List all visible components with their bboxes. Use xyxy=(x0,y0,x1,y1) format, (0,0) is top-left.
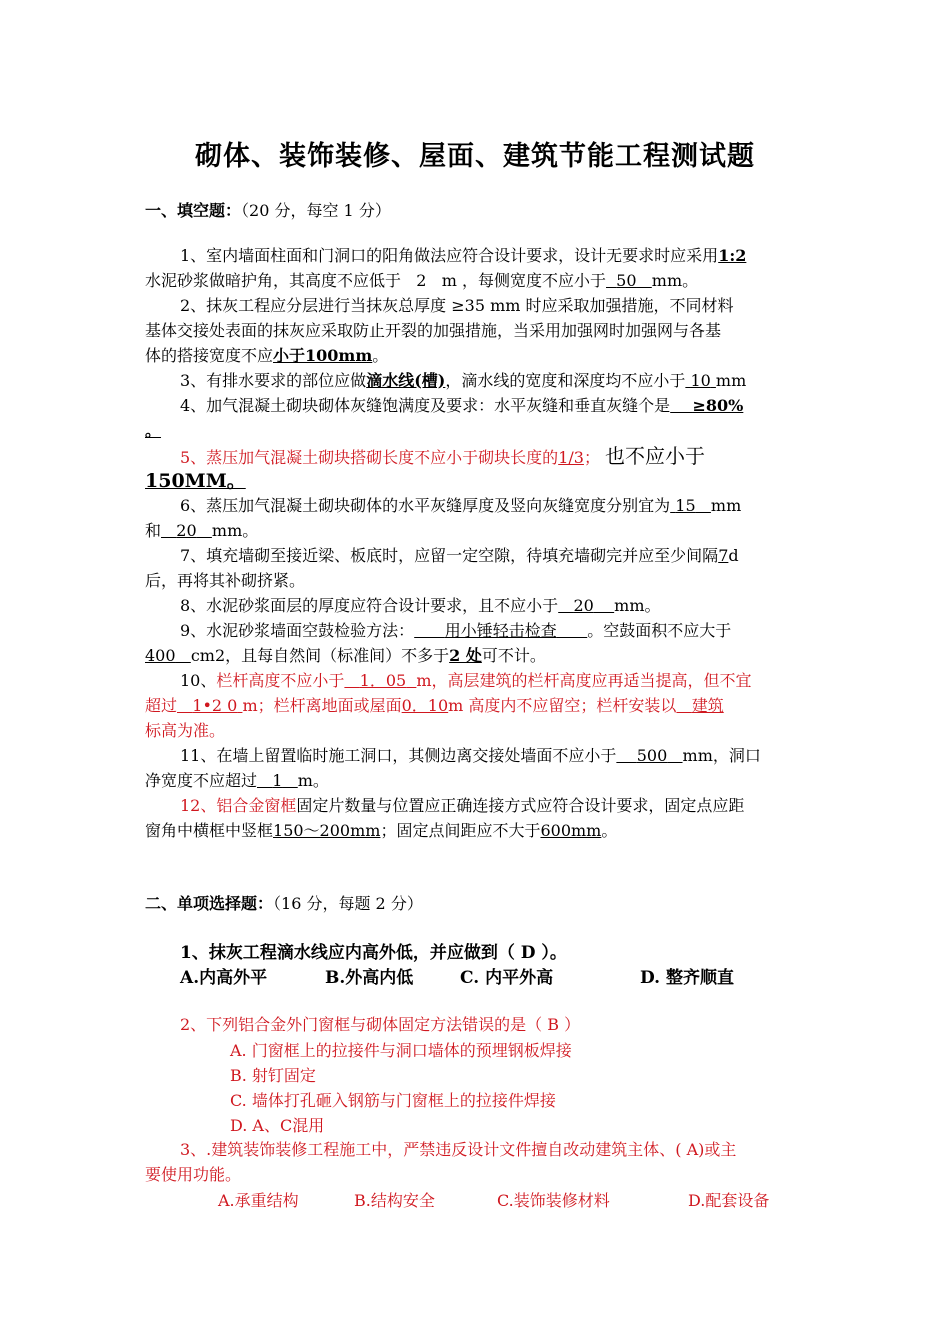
q10-line2 xyxy=(145,694,724,718)
text: m。 xyxy=(297,771,329,790)
section2-title: 二、单项选择题： xyxy=(145,894,274,913)
text: 12、铝合金窗框 xyxy=(180,796,297,815)
q10-line3: 标高为准。 xyxy=(145,721,226,740)
text: 。空鼓面积不应大于 xyxy=(587,621,732,640)
q12-line1 xyxy=(180,794,744,818)
q6-line2 xyxy=(145,519,258,543)
text: 和 xyxy=(145,521,162,540)
text: 3、有排水要求的部位应做 xyxy=(180,371,367,390)
text: mm。 xyxy=(211,521,259,540)
answer: 500 xyxy=(636,746,668,765)
q4-line1 xyxy=(180,394,743,418)
text: ，滴水线的宽度和深度均不应小于 xyxy=(445,371,686,390)
answer: 用小锤轻击检查 xyxy=(444,621,557,640)
answer: 2 xyxy=(416,271,427,290)
answer: 1 xyxy=(272,771,283,790)
text: 固定片数量与位置应正确连接方式应符合设计要求，固定点应距 xyxy=(296,796,745,815)
text: m 高度内不应留空；栏杆安装以 xyxy=(448,696,677,715)
answer: 1/3 xyxy=(558,448,584,467)
q1-line2 xyxy=(145,269,698,293)
answer: 2 处 xyxy=(449,646,482,665)
text: 。 xyxy=(372,346,389,365)
answer: 1:2 xyxy=(718,246,747,265)
text: m；栏杆离地面或屋面 xyxy=(242,696,402,715)
text: m ，每侧宽度不应小于 xyxy=(441,271,606,290)
text: m，高层建筑的栏杆高度应再适当提高，但不宜 xyxy=(416,671,752,690)
answer: 7 xyxy=(718,546,729,565)
text: 窗角中横框中竖框 xyxy=(145,821,274,840)
q4-line2: 。 xyxy=(145,421,162,440)
mc-q3-option-a: A.承重结构 xyxy=(218,1191,299,1210)
mc-q2-option-a: A. 门窗框上的拉接件与洞口墙体的预埋钢板焊接 xyxy=(230,1041,572,1060)
text: ；固定点间距应不大于 xyxy=(380,821,541,840)
q12-line2 xyxy=(145,819,617,843)
text: 9、水泥砂浆墙面空鼓检验方法： xyxy=(180,621,415,640)
text: 6、蒸压加气混凝土砌块砌体的水平灰缝厚度及竖向灰缝宽度分别宜为 xyxy=(180,496,671,515)
text: 栏杆高度不应小于 xyxy=(216,671,345,690)
answer: 0．10 xyxy=(401,696,449,715)
answer: 滴水线(槽) xyxy=(366,371,446,390)
q8-line xyxy=(180,594,661,618)
section1-title: 一、填空题： xyxy=(145,201,242,220)
answer: 小于100mm xyxy=(273,346,373,365)
q11-line1 xyxy=(180,744,761,768)
mc-q1-option-d: D. 整齐顺直 xyxy=(640,968,734,988)
q6-line1 xyxy=(180,494,741,518)
mc-q1-option-c: C. 内平外高 xyxy=(460,968,554,988)
section1-heading xyxy=(145,198,391,221)
q5-line1 xyxy=(180,444,705,470)
document-title: 砌体、装饰装修、屋面、建筑节能工程测试题 xyxy=(195,141,755,172)
section1-note: （20 分，每空 1 分） xyxy=(241,201,391,220)
text: 也不应小于 xyxy=(605,444,706,468)
q2-line3 xyxy=(145,344,388,368)
answer: 400 xyxy=(145,646,176,665)
answer: 20 xyxy=(176,521,197,540)
q7-line1 xyxy=(180,544,739,568)
mc-q3-option-d: D.配套设备 xyxy=(688,1191,770,1210)
mc-q2-option-c: C. 墙体打孔砸入钢筋与门窗框上的拉接件焊接 xyxy=(230,1091,556,1110)
text: mm xyxy=(710,496,742,515)
q3-line xyxy=(180,369,746,393)
mc-q2-option-b: B. 射钉固定 xyxy=(230,1066,316,1085)
mc-q1-option-a: A.内高外平 xyxy=(180,968,268,988)
section2-note: （16 分，每题 2 分） xyxy=(273,894,423,913)
text: d xyxy=(728,546,739,565)
answer: 1．05 xyxy=(359,671,407,690)
text: ； xyxy=(583,448,600,467)
q10-line1 xyxy=(180,669,752,693)
q11-line2 xyxy=(145,769,329,793)
q2-line2: 基体交接处表面的抹灰应采取防止开裂的加强措施，当采用加强网时加强网与各基 xyxy=(145,321,722,340)
mc-q2-option-d: D. A、C混用 xyxy=(230,1116,325,1135)
text: 7、填充墙砌至接近梁、板底时，应留一定空隙，待填充墙砌完并应至少间隔 xyxy=(180,546,719,565)
text: 超过 xyxy=(145,696,178,715)
text: 1、室内墙面柱面和门洞口的阳角做法应符合设计要求，设计无要求时应采用 xyxy=(180,246,719,265)
answer: ≥80% xyxy=(692,396,744,415)
answer: 150～200mm xyxy=(273,821,381,840)
section2-heading xyxy=(145,891,423,914)
answer: 20 xyxy=(573,596,594,615)
text: 11、在墙上留置临时施工洞口，其侧边离交接处墙面不应小于 xyxy=(180,746,617,765)
text: mm xyxy=(715,371,747,390)
q7-line2: 后，再将其补砌挤紧。 xyxy=(145,571,306,590)
text: 净宽度不应超过 xyxy=(145,771,258,790)
mc-q3-line2: 要使用功能。 xyxy=(145,1165,242,1184)
mc-q3-option-c: C.装饰装修材料 xyxy=(497,1191,610,1210)
mc-q3-line1: 3、.建筑装饰装修工程施工中，严禁违反设计文件擅自改动建筑主体、( A)或主 xyxy=(180,1140,737,1159)
answer: 建筑 xyxy=(691,696,724,715)
text: 。 xyxy=(601,821,618,840)
text: mm，洞口 xyxy=(682,746,761,765)
text: cm2，且每自然间（标准间）不多于 xyxy=(190,646,450,665)
q9-line1 xyxy=(180,619,731,643)
mc-q1-option-b: B.外高内低 xyxy=(325,968,414,988)
text: 5、蒸压加气混凝土砌块搭砌长度不应小于砌块长度的 xyxy=(180,448,559,467)
text: 10、 xyxy=(180,671,217,690)
mc-q1-stem: 1、抹灰工程滴水线应内高外低，并应做到（ D ）。 xyxy=(180,943,567,963)
text: 可不计。 xyxy=(481,646,546,665)
text: 4、加气混凝土砌块砌体灰缝饱满度及要求：水平灰缝和垂直灰缝个是 xyxy=(180,396,671,415)
text: mm。 xyxy=(614,596,661,615)
q1-line1 xyxy=(180,244,746,268)
text: 8、水泥砂浆面层的厚度应符合设计要求，且不应小于 xyxy=(180,596,559,615)
mc-q3-option-b: B.结构安全 xyxy=(354,1191,435,1210)
q2-line1: 2、抹灰工程应分层进行当抹灰总厚度 ≥35 mm 时应采取加强措施，不同材料 xyxy=(180,296,734,315)
text: 体的搭接宽度不应 xyxy=(145,346,274,365)
text: mm。 xyxy=(651,271,699,290)
text: 水泥砂浆做暗护角，其高度不应低于 xyxy=(145,271,402,290)
answer: 15 xyxy=(675,496,696,515)
answer: 10 xyxy=(690,371,711,390)
answer: 1•2 0 xyxy=(192,696,238,715)
q5-line2: 150MM。 xyxy=(145,470,246,492)
answer: 50 xyxy=(616,271,637,290)
answer: 600mm xyxy=(540,821,602,840)
q9-line2 xyxy=(145,644,546,668)
mc-q2-stem: 2、下列铝合金外门窗框与砌体固定方法错误的是（ B ） xyxy=(180,1015,581,1034)
